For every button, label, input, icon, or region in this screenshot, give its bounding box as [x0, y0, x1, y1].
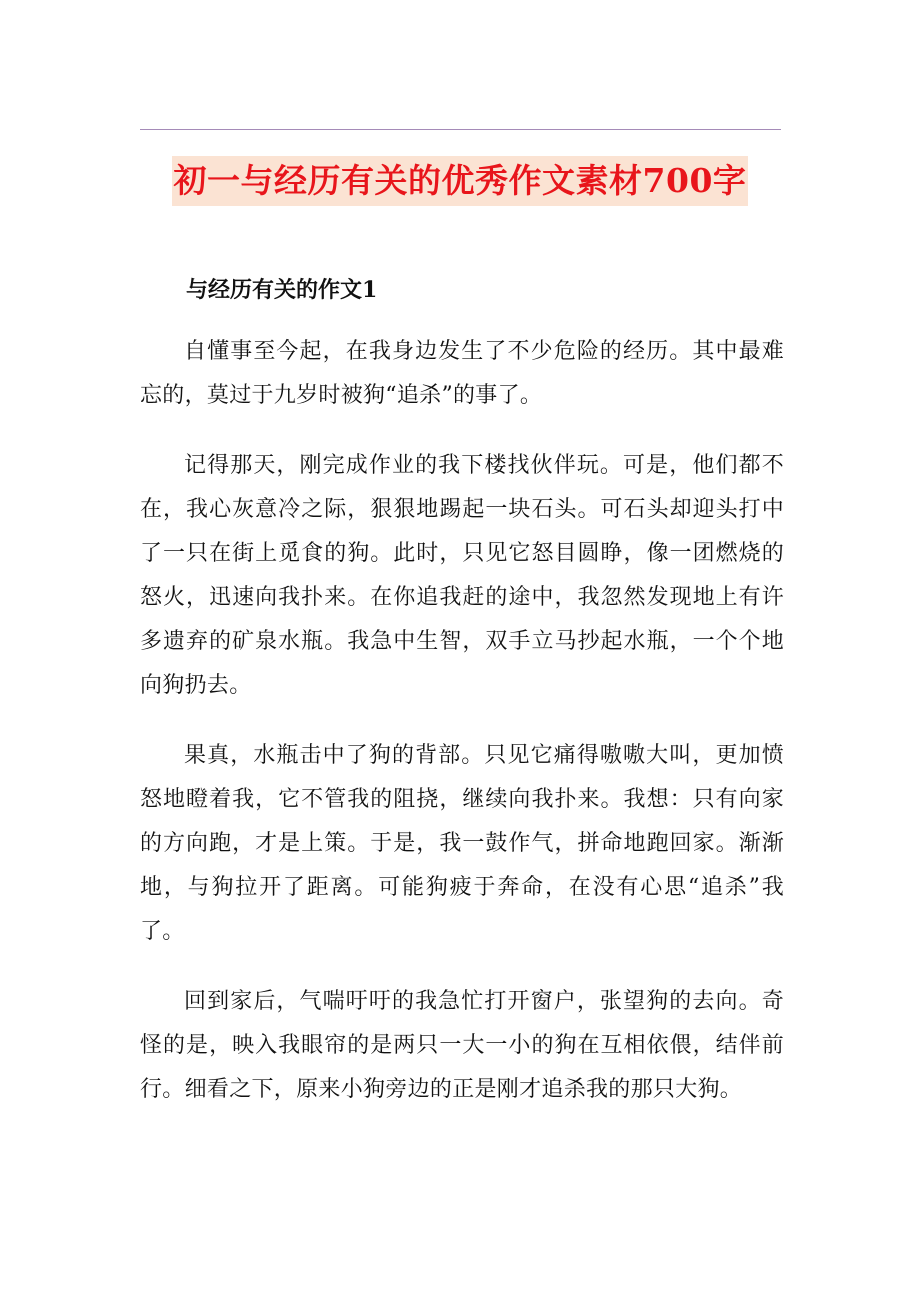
header-rule [140, 129, 781, 130]
document-title: 初一与经历有关的优秀作文素材700字 [172, 156, 749, 206]
section-heading: 与经历有关的作文1 [186, 277, 378, 303]
article-body [140, 268, 784, 1138]
paragraph-4: 回到家后，气喘吁吁的我急忙打开窗户，张望狗的去向。奇怪的是，映入我眼帘的是两只一大一小的狗在互相依偎，结伴前行。细看之下，原来小狗旁边的正是刚才追杀我的那只大狗。 [140, 989, 784, 1102]
paragraph-2: 记得那天，刚完成作业的我下楼找伙伴玩。可是，他们都不在，我心灰意冷之际，狠狠地踢起一块石头。可石头却迎头打中了一只在街上觅食的狗。此时，只见它怒目圆睁，像一团燃烧的怒火，迅速向我扑来。在你追我赶的途中，我忽然发现地上有许多遗弃的矿泉水瓶。我急中生智，双手立马抄起水瓶，一个个地向狗扔去。 [140, 453, 784, 698]
paragraph-3: 果真，水瓶击中了狗的背部。只见它痛得嗷嗷大叫，更加愤怒地瞪着我，它不管我的阻挠，继续向我扑来。我想：只有向家的方向跑，才是上策。于是，我一鼓作气，拼命地跑回家。渐渐地，与狗拉开了距离。可能狗疲于奔命，在没有心思“追杀”我了。 [140, 743, 784, 944]
title-container [0, 156, 920, 206]
paragraph-1: 自懂事至今起，在我身边发生了不少危险的经历。其中最难忘的，莫过于九岁时被狗“追杀”的事了。 [140, 339, 784, 408]
